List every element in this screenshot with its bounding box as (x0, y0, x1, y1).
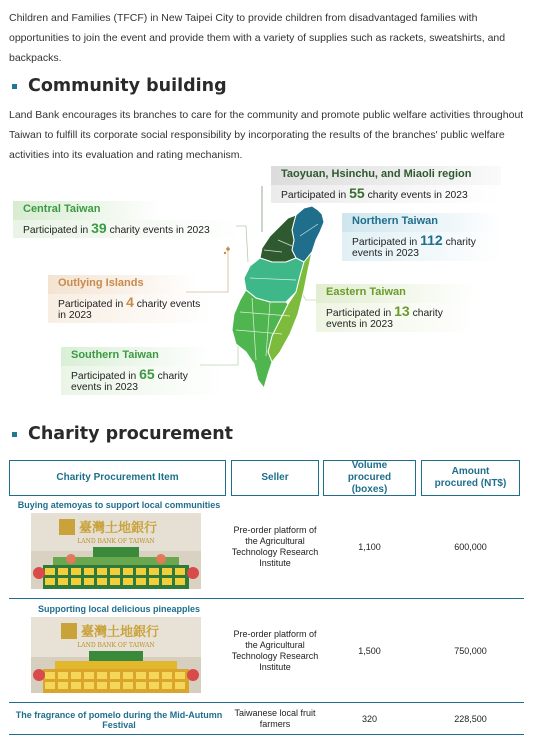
row-2-photo (31, 617, 201, 693)
row-1-seller: Pre-order platform of the Agricultural Technology Research Institute (231, 525, 319, 568)
row-divider-1 (9, 598, 524, 599)
row-2-photo-sign: LAND BANK OF TAIWAN (77, 642, 155, 649)
svg-text:臺灣土地銀行: 臺灣土地銀行 (79, 521, 158, 536)
header-seller: Seller (231, 460, 319, 496)
row-2-volume: 1,500 (358, 646, 381, 656)
intro-paragraph: Children and Families (TFCF) in New Taipei City to provide children from disadvantaged families with opportunities to join the event and provide them with a variety of supplies such as rackets, sweatshirts, and backpacks. (9, 12, 506, 64)
community-heading (12, 76, 227, 96)
row-3-amount: 228,500 (454, 714, 487, 724)
row-divider-2 (9, 702, 524, 703)
row-3-volume: 320 (361, 714, 378, 724)
region-northern-name: Northern Taiwan (342, 213, 502, 232)
row-2-title: Supporting local delicious pineapples (37, 604, 201, 614)
charity-heading-text: Charity procurement (28, 424, 234, 444)
row-3-seller: Taiwanese local fruit farmers (234, 708, 316, 729)
region-taoyuan-text: Participated in 55 charity events in 2023 (271, 185, 501, 203)
heading-bullet-icon (12, 432, 17, 437)
row-1-photo-sign: LAND BANK OF TAIWAN (77, 538, 155, 545)
header-item: Charity Procurement Item (9, 460, 226, 496)
header-volume: Volume procured (boxes) (323, 460, 416, 496)
svg-text:臺灣土地銀行: 臺灣土地銀行 (81, 625, 160, 640)
region-central-name: Central Taiwan (13, 201, 163, 220)
region-southern-name: Southern Taiwan (61, 347, 211, 366)
row-2-seller: Pre-order platform of the Agricultural Technology Research Institute (231, 629, 319, 672)
outlying-island-2 (224, 252, 226, 254)
row-1-photo (31, 513, 201, 589)
region-outlying-count: 4 (126, 294, 134, 310)
row-divider-3 (9, 734, 524, 735)
region-taoyuan-count: 55 (349, 185, 365, 201)
region-taoyuan-name: Taoyuan, Hsinchu, and Miaoli region (271, 166, 501, 185)
region-southern-text: Participated in 65 charity events in 2023 (61, 366, 226, 395)
region-eastern-text: Participated in 13 charity events in 2023 (316, 303, 476, 332)
row-1-volume: 1,100 (358, 542, 381, 552)
community-paragraph: Land Bank encourages its branches to care for the community and promote public welfare activities throughout Taiwan to fulfill its corporate social responsibility by incorporating the results of the branches' public welfare activities into its evaluation and rating mechanism. (9, 109, 524, 161)
row-1-title: Buying atemoyas to support local communities (17, 500, 221, 510)
region-northern-count: 112 (420, 232, 443, 248)
region-central-text: Participated in 39 charity events in 2023 (13, 220, 243, 238)
heading-bullet-icon (12, 84, 17, 89)
row-2-amount: 750,000 (454, 646, 487, 656)
region-outlying-name: Outlying Islands (48, 275, 198, 294)
charity-heading (12, 424, 233, 444)
region-eastern-count: 13 (394, 303, 410, 319)
region-eastern-name: Eastern Taiwan (316, 284, 476, 303)
region-northern-shape (292, 206, 324, 262)
region-southern-count: 65 (139, 366, 155, 382)
row-1-amount: 600,000 (454, 542, 487, 552)
region-central-count: 39 (91, 220, 107, 236)
header-amount: Amount procured (NT$) (421, 460, 520, 496)
region-outlying-text: Participated in 4 charity events in 2023 (48, 294, 213, 323)
community-heading-text: Community building (28, 76, 227, 96)
row-3-title: The fragrance of pomelo during the Mid-Autumn Festival (15, 710, 223, 730)
region-northern-text: Participated in 112 charity events in 2023 (342, 232, 502, 261)
outlying-island-1 (226, 247, 230, 251)
region-taoyuan-shape (260, 215, 296, 262)
